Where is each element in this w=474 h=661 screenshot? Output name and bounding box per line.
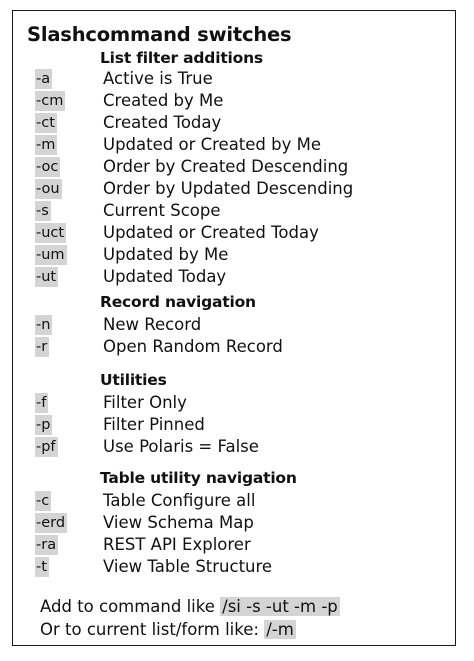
switch-description: Created Today <box>103 113 222 132</box>
usage-text: Or to current list/form like: <box>40 620 265 639</box>
usage-example-list-form <box>40 619 296 641</box>
switch-code: -cm <box>36 93 64 109</box>
switch-code: -oc <box>36 159 59 175</box>
switch-code: -t <box>36 559 47 575</box>
switch-description: Current Scope <box>103 201 221 220</box>
switch-code: -c <box>36 493 50 509</box>
switch-code: -uct <box>36 225 65 241</box>
switch-code: -um <box>36 247 65 263</box>
switch-description: Filter Only <box>103 393 187 412</box>
usage-text: Add to command like <box>40 597 221 616</box>
switch-description: Table Configure all <box>103 491 256 510</box>
switch-description: Updated Today <box>103 267 227 286</box>
section-heading-record-navigation: Record navigation <box>100 293 256 311</box>
switch-code: -s <box>36 203 49 219</box>
switch-description: View Table Structure <box>103 557 273 576</box>
switch-description: View Schema Map <box>103 513 254 532</box>
switch-code: -n <box>36 317 51 333</box>
switch-code: -f <box>36 395 47 411</box>
switch-code: -ra <box>36 537 57 553</box>
switch-code: -pf <box>36 439 56 455</box>
switch-code: -m <box>36 137 56 153</box>
switch-code: -ct <box>36 115 55 131</box>
section-heading-table-utility-navigation: Table utility navigation <box>100 469 297 487</box>
usage-example: /-m <box>266 620 294 639</box>
switch-description: Updated or Created by Me <box>103 135 322 154</box>
section-heading-list-filter: List filter additions <box>100 49 263 67</box>
switch-code: -p <box>36 417 51 433</box>
switch-description: New Record <box>103 315 202 334</box>
switch-description: Open Random Record <box>103 337 283 356</box>
switch-description: REST API Explorer <box>103 535 251 554</box>
page-title: Slashcommand switches <box>27 23 292 46</box>
switch-description: Filter Pinned <box>103 415 205 434</box>
switch-description: Order by Updated Descending <box>103 179 354 198</box>
switch-description: Updated or Created Today <box>103 223 319 242</box>
switch-description: Active is True <box>103 69 213 88</box>
switch-code: -ut <box>36 269 57 285</box>
switch-code: -erd <box>36 515 66 531</box>
cheat-sheet-card <box>12 10 456 646</box>
switch-code: -a <box>36 71 51 87</box>
usage-example-command <box>40 596 340 618</box>
switch-description: Updated by Me <box>103 245 229 264</box>
switch-description: Use Polaris = False <box>103 437 259 456</box>
section-heading-utilities: Utilities <box>100 371 167 389</box>
usage-example: /si -s -ut -m -p <box>222 597 338 616</box>
switch-code: -r <box>36 339 48 355</box>
switch-description: Order by Created Descending <box>103 157 349 176</box>
switch-code: -ou <box>36 181 60 197</box>
switch-description: Created by Me <box>103 91 224 110</box>
